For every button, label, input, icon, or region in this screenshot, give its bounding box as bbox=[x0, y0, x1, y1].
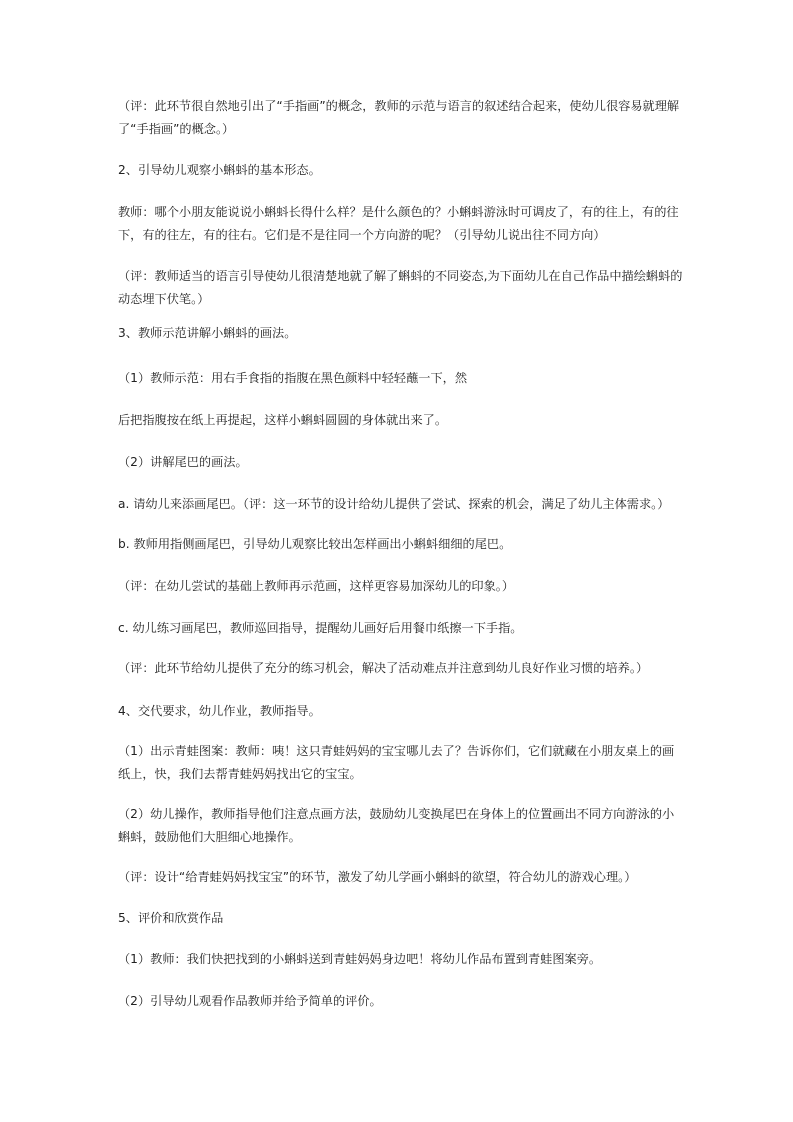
paragraph-comment-finger-painting: （评：此环节很自然地引出了“手指画”的概念，教师的示范与语言的叙述结合起来，使幼儿很容易就理解了“手指画”的概念。） bbox=[118, 99, 680, 136]
heading-step-4: 4、交代要求，幼儿作业，教师指导。 bbox=[118, 704, 321, 718]
heading-step-5: 5、评价和欣赏作品 bbox=[118, 911, 224, 925]
paragraph-send-tadpoles: （1）教师：我们快把找到的小蝌蚪送到青蛙妈妈身边吧！将幼儿作品布置到青蛙图案旁。 bbox=[118, 952, 602, 966]
paragraph-comment-posture: （评：教师适当的语言引导使幼儿很清楚地就了解了蝌蚪的不同姿态,为下面幼儿在自己作品中描绘蝌蚪的动态埋下伏笔。） bbox=[118, 269, 683, 306]
paragraph-comment-practice: （评：此环节给幼儿提供了充分的练习机会，解决了活动难点并注意到幼儿良好作业习惯的培养。） bbox=[118, 661, 649, 675]
paragraph-frog-pattern: （1）出示青蛙图案：教师：咦！这只青蛙妈妈的宝宝哪儿去了？告诉你们，它们就藏在小朋友桌上的画纸上，快，我们去帮青蛙妈妈找出它的宝宝。 bbox=[118, 744, 675, 781]
heading-step-2: 2、引导幼儿观察小蝌蚪的基本形态。 bbox=[118, 163, 321, 177]
paragraph-demo-part1: （1）教师示范：用右手食指的指腹在黑色颜料中轻轻蘸一下，然 bbox=[118, 371, 468, 385]
paragraph-item-c: c. 幼儿练习画尾巴，教师巡回指导，提醒幼儿画好后用餐巾纸擦一下手指。 bbox=[118, 621, 523, 635]
paragraph-child-operation: （2）幼儿操作，教师指导他们注意点画方法，鼓励幼儿变换尾巴在身体上的位置画出不同方向游泳的小蝌蚪，鼓励他们大胆细心地操作。 bbox=[118, 807, 675, 844]
paragraph-item-b: b. 教师用指侧画尾巴，引导幼儿观察比较出怎样画出小蝌蚪细细的尾巴。 bbox=[118, 537, 512, 551]
paragraph-demo-part2: 后把指腹按在纸上再提起，这样小蝌蚪圆圆的身体就出来了。 bbox=[118, 413, 448, 427]
paragraph-comment-demo: （评：在幼儿尝试的基础上教师再示范画，这样更容易加深幼儿的印象。） bbox=[118, 579, 515, 593]
paragraph-evaluation: （2）引导幼儿观看作品教师并给予简单的评价。 bbox=[118, 994, 382, 1008]
paragraph-comment-game: （评：设计“给青蛙妈妈找宝宝”的环节，激发了幼儿学画小蝌蚪的欲望，符合幼儿的游戏心理。） bbox=[118, 870, 637, 884]
paragraph-tail-method: （2）讲解尾巴的画法。 bbox=[118, 455, 248, 469]
heading-step-3: 3、教师示范讲解小蝌蚪的画法。 bbox=[118, 326, 297, 340]
paragraph-item-a: a. 请幼儿来添画尾巴。（评：这一环节的设计给幼儿提供了尝试、探索的机会，满足了幼儿主体需求。） bbox=[118, 497, 670, 511]
paragraph-teacher-question: 教师：哪个小朋友能说说小蝌蚪长得什么样？是什么颜色的？小蝌蚪游泳时可调皮了，有的往上，有的往下，有的往左，有的往右。它们是不是往同一个方向游的呢？（引导幼儿说出往不同方向） bbox=[118, 205, 679, 242]
